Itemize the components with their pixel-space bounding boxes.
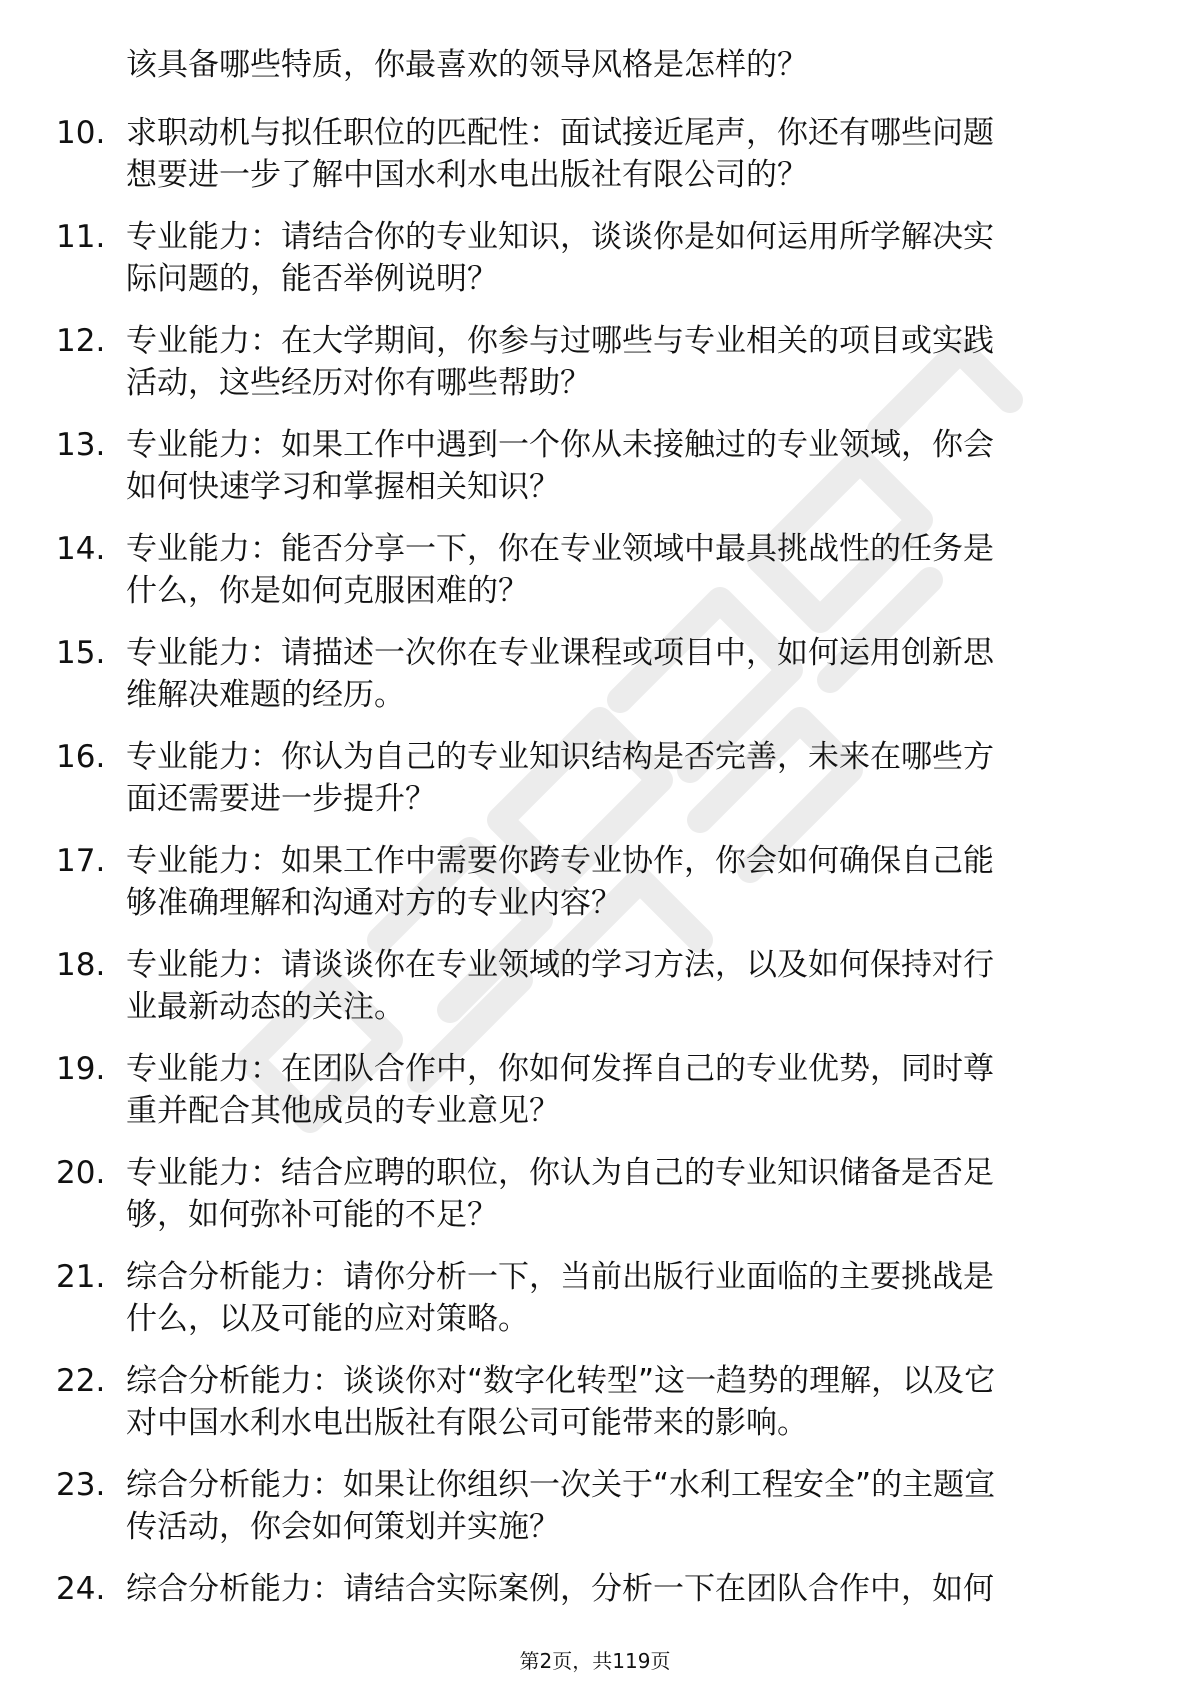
question-text [126,1048,1101,1132]
question-text-line: 业最新动态的关注。 [126,989,405,1025]
question-text-line: 对中国水利水电出版社有限公司可能带来的影响。 [126,1405,808,1441]
question-text-line: 专业能力：如果工作中需要你跨专业协作，你会如何确保自己能 [126,843,994,879]
question-text-line: 专业能力：如果工作中遇到一个你从未接触过的专业领域，你会 [126,427,994,463]
question-text-line: 够准确理解和沟通对方的专业内容？ [126,885,622,921]
question-text-line: 什么，你是如何克服困难的？ [126,573,529,609]
question-text-line: 综合分析能力：请结合实际案例，分析一下在团队合作中，如何 [126,1571,994,1607]
question-text-line: 专业能力：请描述一次你在专业课程或项目中，如何运用创新思 [126,635,994,671]
question-item [0,424,1190,528]
question-text-line: 传活动，你会如何策划并实施？ [126,1509,560,1545]
question-text [126,1464,1101,1548]
question-text-line: 什么，以及可能的应对策略。 [126,1301,529,1337]
question-text-line: 专业能力：你认为自己的专业知识结构是否完善，未来在哪些方 [126,739,994,775]
question-item [0,1360,1190,1464]
question-text-line: 专业能力：请结合你的专业知识，谈谈你是如何运用所学解决实 [126,219,994,255]
question-number: 17. [56,843,106,879]
question-item [0,632,1190,736]
question-text [126,112,1101,196]
question-number: 13. [56,427,106,463]
question-number: 12. [56,323,106,359]
continuation-line: 该具备哪些特质，你最喜欢的领导风格是怎样的？ [126,47,808,83]
question-text-line: 际问题的，能否举例说明？ [126,261,498,297]
question-number: 15. [56,635,106,671]
question-item [0,840,1190,944]
question-item [0,1152,1190,1256]
question-text [126,320,1101,404]
question-text-line: 面还需要进一步提升？ [126,781,436,817]
question-item [0,944,1190,1048]
question-item [0,1464,1190,1568]
question-text [126,216,1101,300]
question-text-line: 专业能力：结合应聘的职位，你认为自己的专业知识储备是否足 [126,1155,994,1191]
question-text [126,944,1101,1028]
question-number: 18. [56,947,106,983]
question-number: 16. [56,739,106,775]
question-number: 21. [56,1259,106,1295]
question-text [126,736,1101,820]
question-text-line: 够，如何弥补可能的不足？ [126,1197,498,1233]
question-text [126,1360,1101,1444]
question-number: 23. [56,1467,106,1503]
question-text-line: 专业能力：在大学期间，你参与过哪些与专业相关的项目或实践 [126,323,994,359]
question-item [0,736,1190,840]
question-text-line: 求职动机与拟任职位的匹配性：面试接近尾声，你还有哪些问题 [126,115,994,151]
question-text [126,1568,1101,1610]
question-text [126,1152,1101,1236]
page-footer: 第2页，共119页 [519,1649,671,1673]
question-number: 11. [56,219,106,255]
question-text [126,1256,1101,1340]
question-number: 24. [56,1571,106,1607]
question-item [0,1048,1190,1152]
question-item [0,216,1190,320]
question-text-line: 专业能力：请谈谈你在专业领域的学习方法，以及如何保持对行 [126,947,994,983]
question-item [0,112,1190,216]
question-text [126,424,1101,508]
question-number: 10. [56,115,106,151]
question-text-line: 专业能力：在团队合作中，你如何发挥自己的专业优势，同时尊 [126,1051,994,1087]
question-text-line: 专业能力：能否分享一下，你在专业领域中最具挑战性的任务是 [126,531,994,567]
question-list [0,112,1190,1672]
question-number: 22. [56,1363,106,1399]
question-number: 20. [56,1155,106,1191]
question-text-line: 如何快速学习和掌握相关知识？ [126,469,560,505]
question-text-line: 活动，这些经历对你有哪些帮助？ [126,365,591,401]
question-text-line: 重并配合其他成员的专业意见？ [126,1093,560,1129]
question-item [0,1256,1190,1360]
question-text-line: 综合分析能力：如果让你组织一次关于“水利工程安全”的主题宣 [126,1467,996,1503]
question-text-line: 综合分析能力：请你分析一下，当前出版行业面临的主要挑战是 [126,1259,994,1295]
question-text [126,528,1101,612]
question-number: 19. [56,1051,106,1087]
question-item [0,320,1190,424]
question-text [126,632,1101,716]
question-text-line: 综合分析能力：谈谈你对“数字化转型”这一趋势的理解，以及它 [126,1363,996,1399]
question-text [126,840,1101,924]
question-text-line: 维解决难题的经历。 [126,677,405,713]
question-item [0,528,1190,632]
question-number: 14. [56,531,106,567]
question-text-line: 想要进一步了解中国水利水电出版社有限公司的？ [126,157,808,193]
